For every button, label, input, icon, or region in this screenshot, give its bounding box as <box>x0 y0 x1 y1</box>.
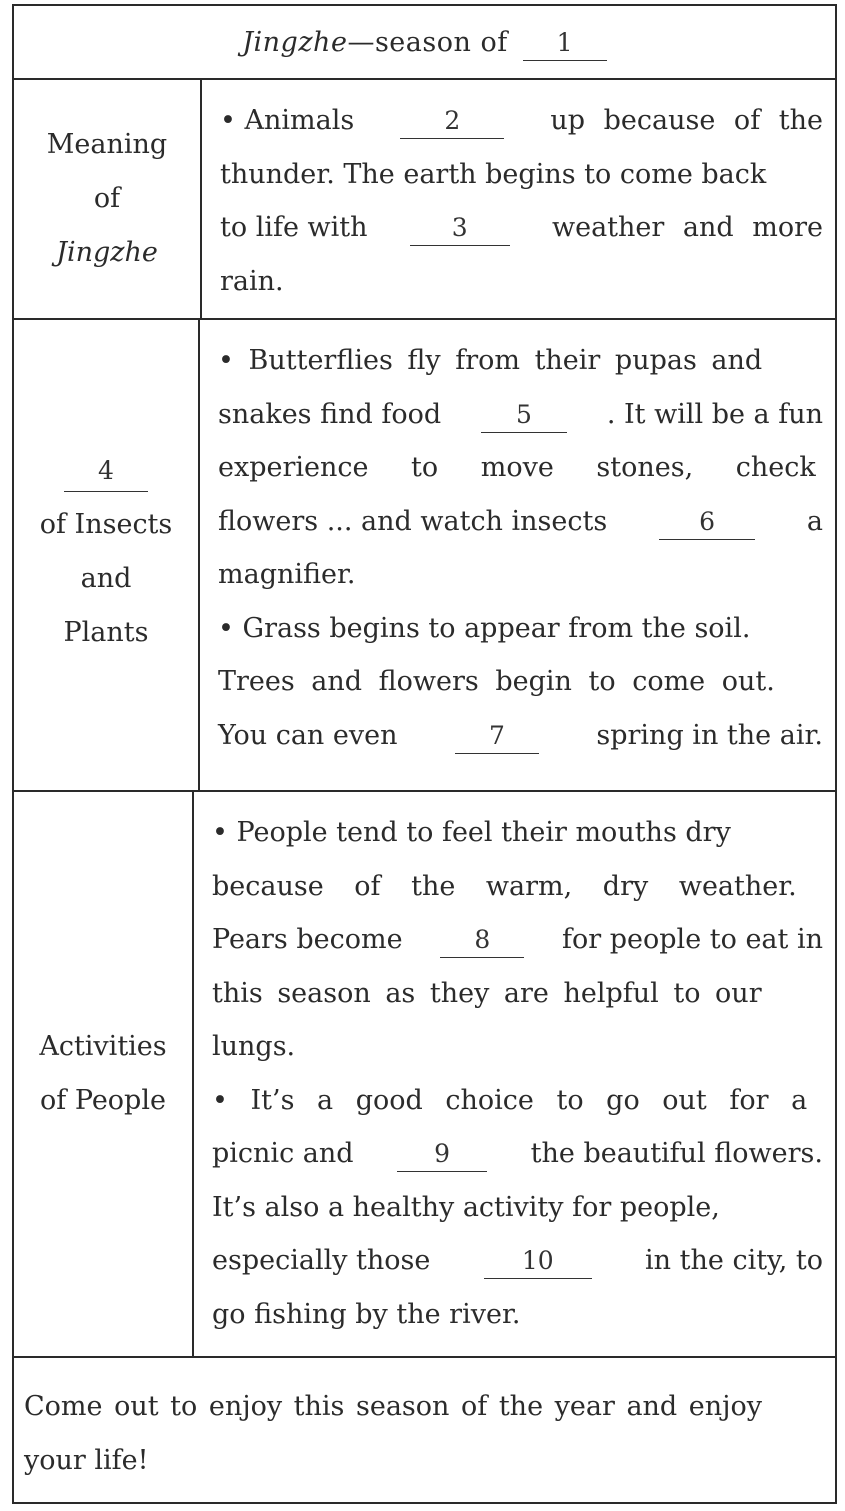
label-line: Plants <box>63 616 149 648</box>
title-term: Jingzhe <box>242 27 348 58</box>
text-line <box>218 655 823 709</box>
text-line <box>218 388 823 442</box>
blank-3: 3 <box>410 213 510 246</box>
blank-1: 1 <box>523 28 607 61</box>
blank-10: 10 <box>484 1246 592 1279</box>
text-line <box>220 255 823 309</box>
blank-2: 2 <box>400 106 504 139</box>
footer-content <box>14 1358 835 1502</box>
blank-4: 4 <box>64 451 148 492</box>
text-segment: for people to eat in <box>562 924 823 955</box>
text-line <box>212 1288 823 1342</box>
text-line <box>212 806 823 860</box>
text-segment: this season as they are helpful to our <box>212 977 762 1009</box>
row-content-activities <box>194 792 835 1356</box>
text-segment: lungs. <box>212 1031 296 1062</box>
text-line <box>218 441 823 495</box>
text-line <box>212 1127 823 1181</box>
text-segment: . It will be a fun <box>606 398 823 430</box>
text-line <box>24 1380 821 1434</box>
text-line <box>218 334 823 388</box>
footer-line: your life! <box>24 1445 149 1476</box>
row-footer <box>14 1358 835 1502</box>
text-segment: in the city, to <box>645 1245 823 1276</box>
text-segment: spring in the air. <box>596 719 823 751</box>
label-line: and <box>80 562 132 594</box>
text-segment: • Butterflies fly from their pupas and <box>218 345 763 376</box>
text-segment: thunder. The earth begins to come back <box>220 158 767 190</box>
text-line <box>218 602 823 656</box>
label-line: of <box>93 183 121 214</box>
row-label-activities <box>14 792 194 1356</box>
text-segment: especially those <box>212 1245 431 1276</box>
text-segment: experience to move stones, check <box>218 452 816 483</box>
text-segment: weather and more <box>552 212 823 243</box>
blank-5: 5 <box>481 400 567 433</box>
text-line <box>218 495 823 549</box>
text-line <box>212 967 823 1021</box>
text-line <box>212 1020 823 1074</box>
label-line: Activities <box>39 1031 167 1062</box>
row-insects-plants <box>14 320 835 792</box>
blank-6: 6 <box>659 507 755 540</box>
cloze-table <box>12 4 837 1504</box>
blank-9: 9 <box>397 1139 487 1172</box>
table-title <box>14 6 835 80</box>
text-line <box>24 1434 821 1488</box>
text-segment: • People tend to feel their mouths dry <box>212 817 731 848</box>
title-text: —season of <box>347 27 517 58</box>
text-line <box>220 94 823 148</box>
footer-line: Come out to enjoy this season of the year and enjoy <box>24 1391 763 1422</box>
text-line <box>220 148 823 202</box>
text-segment: rain. <box>220 265 284 297</box>
text-line <box>212 1074 823 1128</box>
row-content-meaning <box>202 80 835 318</box>
row-content-insects-plants <box>200 320 835 790</box>
blank-7: 7 <box>455 721 539 754</box>
row-activities <box>14 792 835 1358</box>
text-segment: picnic and <box>212 1138 354 1169</box>
text-line <box>212 1181 823 1235</box>
label-line: Jingzhe <box>56 237 158 268</box>
text-segment: to life with <box>220 212 368 243</box>
text-segment: flowers ... and watch insects <box>218 505 608 537</box>
text-line <box>218 548 823 602</box>
label-line: Meaning <box>46 129 168 160</box>
text-segment: up because of the <box>550 105 823 136</box>
text-line <box>218 709 823 763</box>
text-line <box>212 1234 823 1288</box>
blank-8: 8 <box>440 925 524 958</box>
label-line: of People <box>40 1085 166 1116</box>
row-label-insects-plants <box>14 320 200 790</box>
text-segment: • Grass begins to appear from the soil. <box>218 612 751 644</box>
text-segment: Trees and flowers begin to come out. <box>218 666 775 697</box>
text-segment: magnifier. <box>218 559 356 590</box>
label-line: of Insects <box>39 508 173 540</box>
text-segment: the beautiful flowers. <box>530 1138 823 1169</box>
text-segment: because of the warm, dry weather. <box>212 870 797 902</box>
text-line <box>212 913 823 967</box>
text-line <box>212 860 823 914</box>
text-line <box>220 201 823 255</box>
text-segment: It’s also a healthy activity for people, <box>212 1191 720 1223</box>
row-meaning <box>14 80 835 320</box>
text-segment: a <box>806 505 823 537</box>
text-segment: You can even <box>218 719 398 751</box>
text-segment: go fishing by the river. <box>212 1298 521 1330</box>
text-segment: snakes find food <box>218 398 442 430</box>
text-segment: • It’s a good choice to go out for a <box>212 1084 808 1116</box>
text-segment: Pears become <box>212 924 403 955</box>
text-segment: • Animals <box>220 105 355 136</box>
row-label-meaning <box>14 80 202 318</box>
